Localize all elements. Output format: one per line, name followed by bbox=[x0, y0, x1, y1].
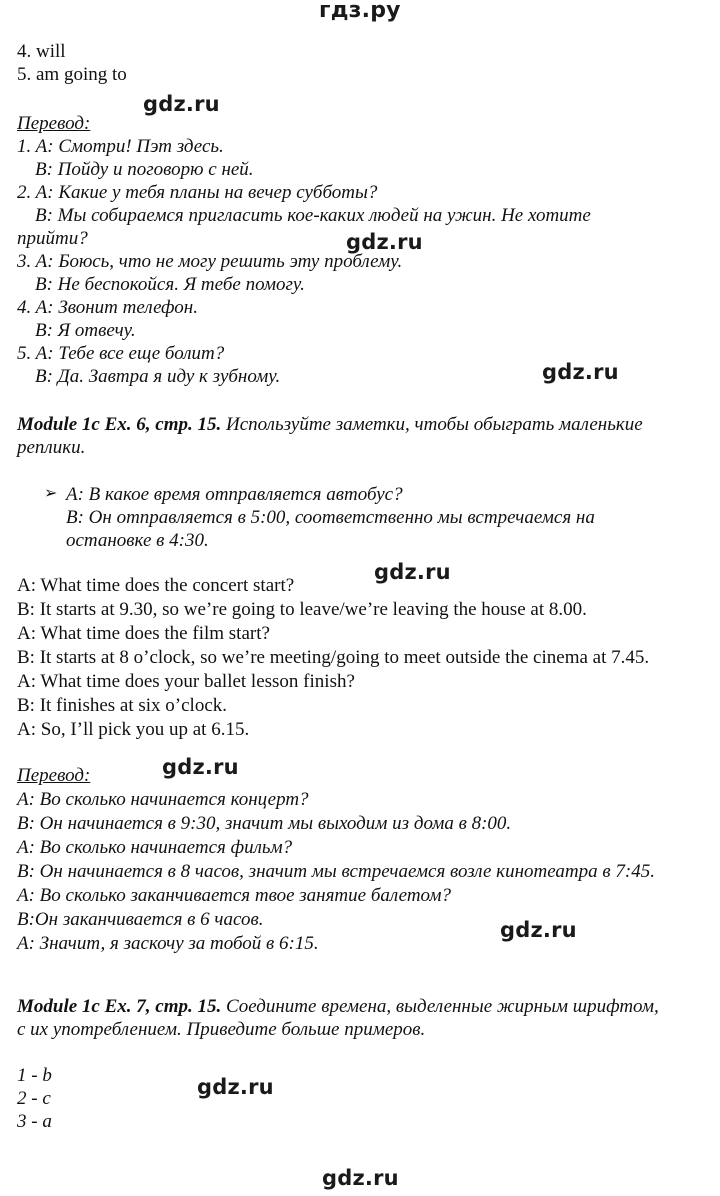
translation-heading: Перевод: bbox=[17, 765, 91, 786]
translation-line: B: Да. Завтра я иду к зубному. bbox=[35, 366, 281, 387]
dialog-line: A: So, I’ll pick you up at 6.15. bbox=[17, 719, 250, 740]
dialog-line: B: It starts at 9.30, so we’re going to leave/we’re leaving the house at 8.00. bbox=[17, 599, 587, 620]
site-header: гдз.ру bbox=[319, 0, 401, 23]
translation-line: 3. A: Боюсь, что не могу решить эту проблему. bbox=[17, 251, 403, 272]
watermark: gdz.ru bbox=[322, 1166, 399, 1190]
match-answer: 1 - b bbox=[17, 1065, 52, 1086]
dialog-translation-line: B: Он начинается в 8 часов, значит мы встречаемся возле кинотеатра в 7:45. bbox=[17, 861, 655, 882]
dialog-translation-line: A: Во сколько начинается концерт? bbox=[17, 789, 309, 810]
watermark: gdz.ru bbox=[197, 1075, 274, 1099]
watermark: gdz.ru bbox=[143, 92, 220, 116]
dialog-line: A: What time does the film start? bbox=[17, 623, 270, 644]
watermark: gdz.ru bbox=[500, 918, 577, 942]
watermark: gdz.ru bbox=[162, 755, 239, 779]
translation-line: B: Я отвечу. bbox=[35, 320, 136, 341]
exercise-6-title bbox=[17, 413, 643, 436]
watermark: gdz.ru bbox=[346, 230, 423, 254]
example-line: остановке в 4:30. bbox=[66, 530, 209, 551]
dialog-line: A: What time does the concert start? bbox=[17, 575, 295, 596]
translation-line: 2. A: Какие у тебя планы на вечер субботы? bbox=[17, 182, 378, 203]
watermark: gdz.ru bbox=[374, 560, 451, 584]
answer-line: 5. am going to bbox=[17, 64, 127, 85]
example-line: B: Он отправляется в 5:00, соответственно мы встречаемся на bbox=[66, 507, 595, 528]
translation-line: прийти? bbox=[17, 228, 88, 249]
exercise-7-title-line2: с их употреблением. Приведите больше примеров. bbox=[17, 1019, 426, 1040]
exercise-7-title-rest: Соедините времена, выделенные жирным шрифтом, bbox=[221, 996, 659, 1017]
translation-line: B: Не беспокойся. Я тебе помогу. bbox=[35, 274, 305, 295]
translation-line: B: Пойду и поговорю с ней. bbox=[35, 159, 254, 180]
dialog-line: B: It finishes at six o’clock. bbox=[17, 695, 228, 716]
dialog-translation-line: A: Во сколько начинается фильм? bbox=[17, 837, 293, 858]
translation-line: B: Мы собираемся пригласить кое-каких людей на ужин. Не хотите bbox=[35, 205, 591, 226]
translation-line: 1. A: Смотри! Пэт здесь. bbox=[17, 136, 224, 157]
translation-heading: Перевод: bbox=[17, 113, 91, 134]
dialog-line: B: It starts at 8 o’clock, so we’re meeting/going to meet outside the cinema at 7.45. bbox=[17, 647, 650, 668]
answer-line: 4. will bbox=[17, 41, 66, 62]
bullet-arrow-icon: ➢ bbox=[44, 485, 58, 502]
example-line: A: В какое время отправляется автобус? bbox=[66, 484, 403, 505]
exercise-7-title bbox=[17, 995, 659, 1018]
dialog-line: A: What time does your ballet lesson finish? bbox=[17, 671, 355, 692]
dialog-translation-line: A: Значит, я заскочу за тобой в 6:15. bbox=[17, 933, 319, 954]
match-answer: 3 - a bbox=[17, 1111, 52, 1132]
translation-line: 5. A: Тебе все еще болит? bbox=[17, 343, 225, 364]
translation-line: 4. A: Звонит телефон. bbox=[17, 297, 198, 318]
dialog-translation-line: B: Он начинается в 9:30, значит мы выходим из дома в 8:00. bbox=[17, 813, 512, 834]
match-answer: 2 - c bbox=[17, 1088, 51, 1109]
watermark: gdz.ru bbox=[542, 360, 619, 384]
exercise-6-title-rest: Используйте заметки, чтобы обыграть маленькие bbox=[221, 414, 643, 435]
exercise-6-title-bold: Module 1c Ex. 6, стр. 15. bbox=[17, 414, 222, 435]
exercise-6-title-line2: реплики. bbox=[17, 437, 86, 458]
exercise-7-title-bold: Module 1c Ex. 7, стр. 15. bbox=[17, 996, 222, 1017]
dialog-translation-line: A: Во сколько заканчивается твое занятие балетом? bbox=[17, 885, 451, 906]
dialog-translation-line: B:Он заканчивается в 6 часов. bbox=[17, 909, 264, 930]
